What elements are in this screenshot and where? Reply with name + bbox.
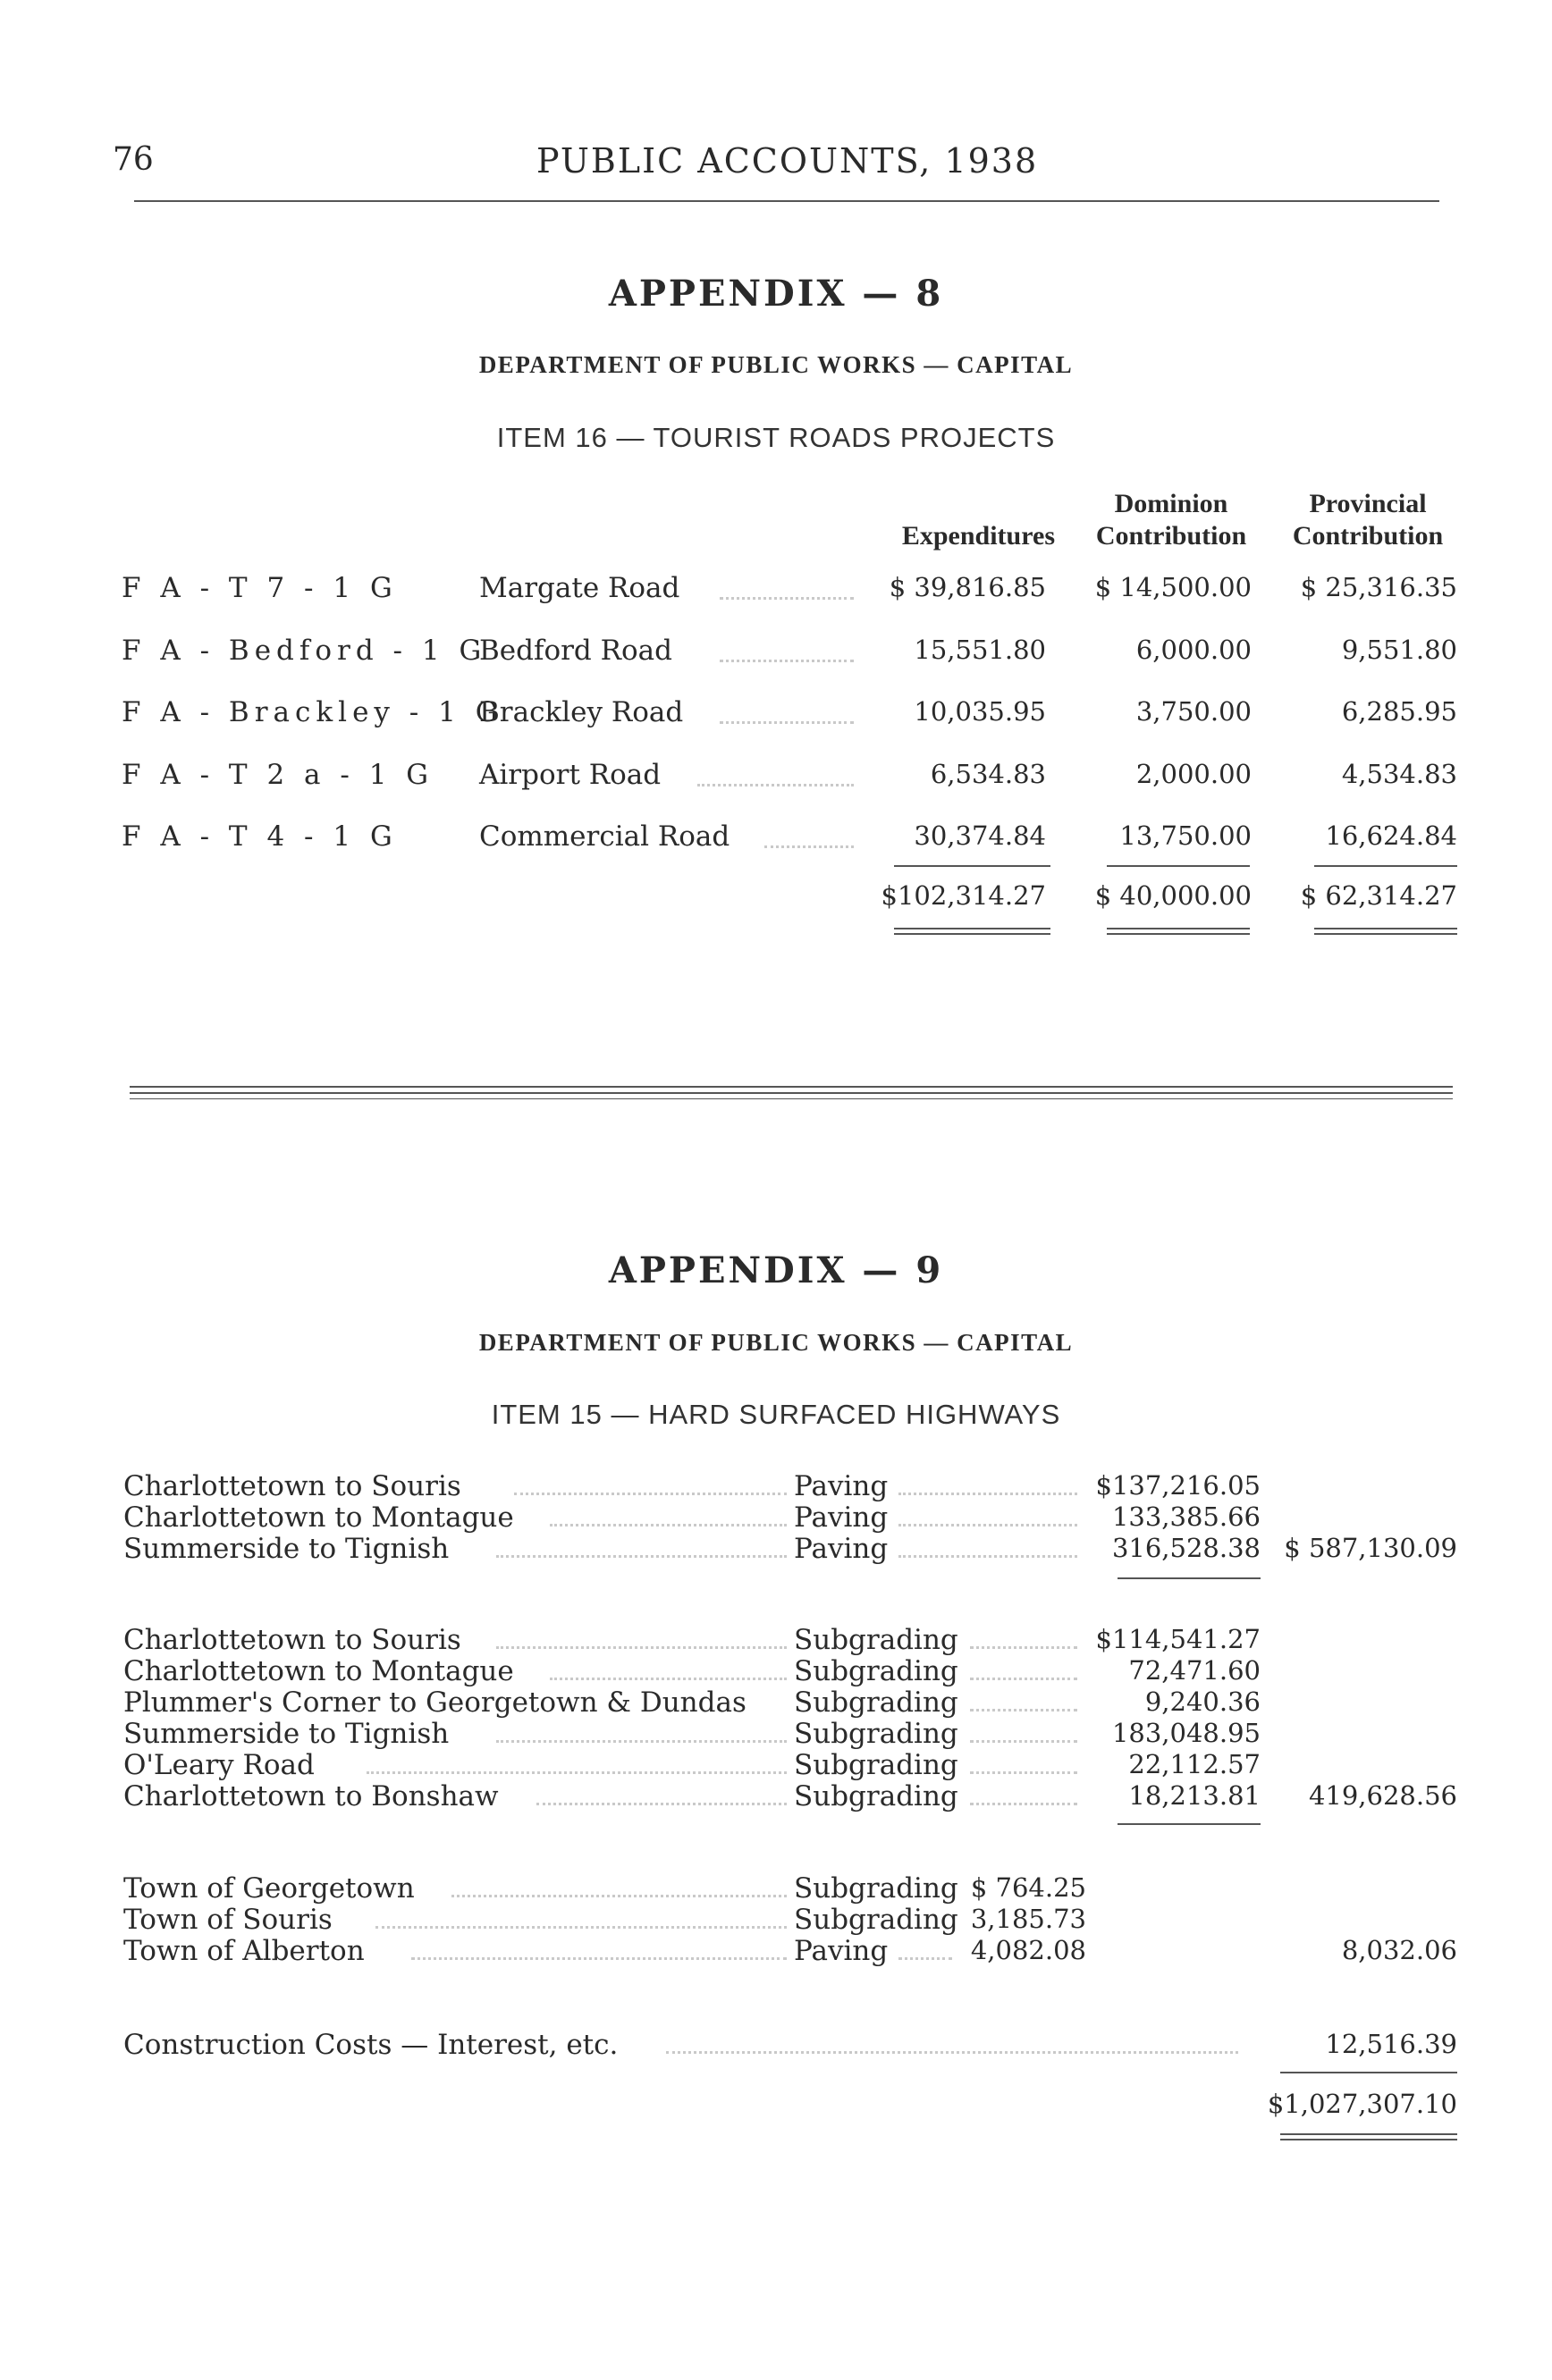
expenditures-value: 10,035.95 xyxy=(914,696,1046,727)
expenditures-value: 6,534.83 xyxy=(930,759,1046,789)
leader-dots xyxy=(514,1493,787,1495)
col-header-provincial-2: Contribution xyxy=(1292,521,1444,551)
route-name: Charlottetown to Souris xyxy=(123,1470,461,1502)
leader-dots xyxy=(720,597,854,600)
work-type: Subgrading xyxy=(794,1718,958,1750)
amount-value: $137,216.05 xyxy=(1095,1470,1261,1501)
col-header-expenditures: Expenditures xyxy=(901,521,1055,551)
expenditures-value: 30,374.84 xyxy=(914,820,1046,851)
work-type: Paving xyxy=(794,1501,889,1534)
work-type: Paving xyxy=(794,1470,889,1502)
leader-dots xyxy=(496,1740,787,1743)
subtotal-rule xyxy=(1118,1823,1261,1825)
section-separator xyxy=(130,1098,1453,1099)
amount-value: 3,185.73 xyxy=(970,1904,1086,1934)
project-code: F A - T 7 - 1 G xyxy=(122,572,398,604)
construction-amount: 12,516.39 xyxy=(1325,2029,1457,2059)
dominion-value: $ 14,500.00 xyxy=(1094,572,1252,602)
leader-dots xyxy=(720,660,854,662)
dominion-value: 3,750.00 xyxy=(1135,696,1252,727)
dominion-value: 6,000.00 xyxy=(1135,635,1252,665)
amount-value: 316,528.38 xyxy=(1111,1533,1261,1563)
leader-dots xyxy=(970,1709,1077,1711)
leader-dots xyxy=(970,1771,1077,1774)
leader-dots xyxy=(898,1524,1077,1526)
road-name: Commercial Road xyxy=(479,820,730,853)
header-rule xyxy=(134,200,1439,202)
appendix-9-title: APPENDIX — 9 xyxy=(608,1249,944,1291)
total-rule xyxy=(894,928,1050,929)
route-name: Charlottetown to Bonshaw xyxy=(123,1780,499,1812)
road-name: Bedford Road xyxy=(479,635,672,667)
appendix-9-item: ITEM 15 — HARD SURFACED HIGHWAYS xyxy=(491,1399,1061,1430)
leader-dots xyxy=(496,1646,787,1649)
leader-dots xyxy=(375,1926,787,1929)
amount-value: 18,213.81 xyxy=(1128,1780,1261,1811)
route-name: Summerside to Tignish xyxy=(123,1533,450,1565)
appendix-8-item: ITEM 16 — TOURIST ROADS PROJECTS xyxy=(496,422,1056,453)
route-name: Summerside to Tignish xyxy=(123,1718,450,1750)
project-code: F A - Brackley - 1 G xyxy=(122,696,503,728)
expenditures-value: $ 39,816.85 xyxy=(889,572,1046,602)
leader-dots xyxy=(970,1740,1077,1743)
dominion-total: $ 40,000.00 xyxy=(1094,880,1252,911)
amount-value: 72,471.60 xyxy=(1128,1655,1261,1686)
route-name: O'Leary Road xyxy=(123,1749,315,1781)
leader-dots xyxy=(697,784,854,786)
amount-value: 183,048.95 xyxy=(1111,1718,1261,1748)
road-name: Brackley Road xyxy=(479,696,684,728)
amount-value: $114,541.27 xyxy=(1095,1624,1261,1654)
subtotal-rule xyxy=(1314,865,1457,867)
amount-value: 22,112.57 xyxy=(1128,1749,1261,1779)
project-code: F A - T 4 - 1 G xyxy=(122,820,398,853)
page-title: PUBLIC ACCOUNTS, 1938 xyxy=(536,141,1039,181)
amount-value: 9,240.36 xyxy=(1144,1686,1261,1717)
provincial-total: $ 62,314.27 xyxy=(1300,880,1457,911)
provincial-value: 9,551.80 xyxy=(1341,635,1457,665)
leader-dots xyxy=(496,1555,787,1558)
road-name: Airport Road xyxy=(479,759,662,791)
total-rule xyxy=(1314,928,1457,929)
dominion-value: 13,750.00 xyxy=(1119,820,1252,851)
total-rule xyxy=(1107,928,1250,929)
subtotal-rule xyxy=(894,865,1050,867)
leader-dots xyxy=(970,1646,1077,1649)
group-total: $ 587,130.09 xyxy=(1284,1533,1457,1563)
project-code: F A - T 2 a - 1 G xyxy=(122,759,434,791)
work-type: Subgrading xyxy=(794,1904,958,1936)
page-number: 76 xyxy=(113,141,154,178)
leader-dots xyxy=(550,1678,787,1680)
subtotal-rule xyxy=(1118,1577,1261,1579)
expenditures-value: 15,551.80 xyxy=(914,635,1046,665)
total-rule xyxy=(1107,933,1250,935)
leader-dots xyxy=(411,1957,787,1960)
provincial-value: 16,624.84 xyxy=(1325,820,1457,851)
route-name: Charlottetown to Montague xyxy=(123,1655,514,1687)
provincial-value: $ 25,316.35 xyxy=(1300,572,1457,602)
work-type: Paving xyxy=(794,1935,889,1967)
group-total: 8,032.06 xyxy=(1341,1935,1457,1965)
work-type: Subgrading xyxy=(794,1872,958,1905)
total-rule xyxy=(894,933,1050,935)
work-type: Subgrading xyxy=(794,1780,958,1812)
section-separator xyxy=(130,1086,1453,1088)
route-name: Town of Georgetown xyxy=(123,1872,415,1905)
subtotal-rule xyxy=(1107,865,1250,867)
appendix-9-department: DEPARTMENT OF PUBLIC WORKS — CAPITAL xyxy=(478,1329,1074,1356)
grand-total-rule xyxy=(1280,2072,1457,2073)
dominion-value: 2,000.00 xyxy=(1135,759,1252,789)
grand-total-rule xyxy=(1280,2139,1457,2140)
appendix-8-department: DEPARTMENT OF PUBLIC WORKS — CAPITAL xyxy=(478,351,1074,378)
provincial-value: 4,534.83 xyxy=(1341,759,1457,789)
road-name: Margate Road xyxy=(479,572,680,604)
total-rule xyxy=(1314,933,1457,935)
leader-dots xyxy=(367,1771,787,1774)
leader-dots xyxy=(970,1803,1077,1805)
leader-dots xyxy=(550,1524,787,1526)
amount-value: 133,385.66 xyxy=(1111,1501,1261,1532)
work-type: Paving xyxy=(794,1533,889,1565)
col-header-dominion-2: Contribution xyxy=(1095,521,1247,551)
leader-dots xyxy=(451,1895,787,1897)
amount-value: $ 764.25 xyxy=(970,1872,1086,1903)
provincial-value: 6,285.95 xyxy=(1341,696,1457,727)
work-type: Subgrading xyxy=(794,1624,958,1656)
leader-dots xyxy=(666,2051,1238,2054)
leader-dots xyxy=(970,1678,1077,1680)
amount-value: 4,082.08 xyxy=(970,1935,1086,1965)
grand-total-rule xyxy=(1280,2133,1457,2135)
appendix-8-title: APPENDIX — 8 xyxy=(608,273,944,315)
leader-dots xyxy=(536,1803,787,1805)
route-name: Plummer's Corner to Georgetown & Dundas xyxy=(123,1686,746,1719)
work-type: Subgrading xyxy=(794,1655,958,1687)
route-name: Charlottetown to Souris xyxy=(123,1624,461,1656)
route-name: Town of Souris xyxy=(123,1904,333,1936)
leader-dots xyxy=(898,1493,1077,1495)
project-code: F A - Bedford - 1 G xyxy=(122,635,487,667)
expenditures-total: $102,314.27 xyxy=(881,880,1046,911)
group-total: 419,628.56 xyxy=(1308,1780,1457,1811)
route-name: Charlottetown to Montague xyxy=(123,1501,514,1534)
work-type: Subgrading xyxy=(794,1749,958,1781)
section-separator xyxy=(130,1092,1453,1094)
route-name: Town of Alberton xyxy=(123,1935,365,1967)
work-type: Subgrading xyxy=(794,1686,958,1719)
construction-label: Construction Costs — Interest, etc. xyxy=(123,2029,619,2061)
col-header-provincial-1: Provincial xyxy=(1309,489,1427,518)
grand-total: $1,027,307.10 xyxy=(1267,2089,1457,2119)
leader-dots xyxy=(720,721,854,724)
leader-dots xyxy=(764,845,854,848)
leader-dots xyxy=(898,1555,1077,1558)
col-header-dominion-1: Dominion xyxy=(1114,489,1228,518)
